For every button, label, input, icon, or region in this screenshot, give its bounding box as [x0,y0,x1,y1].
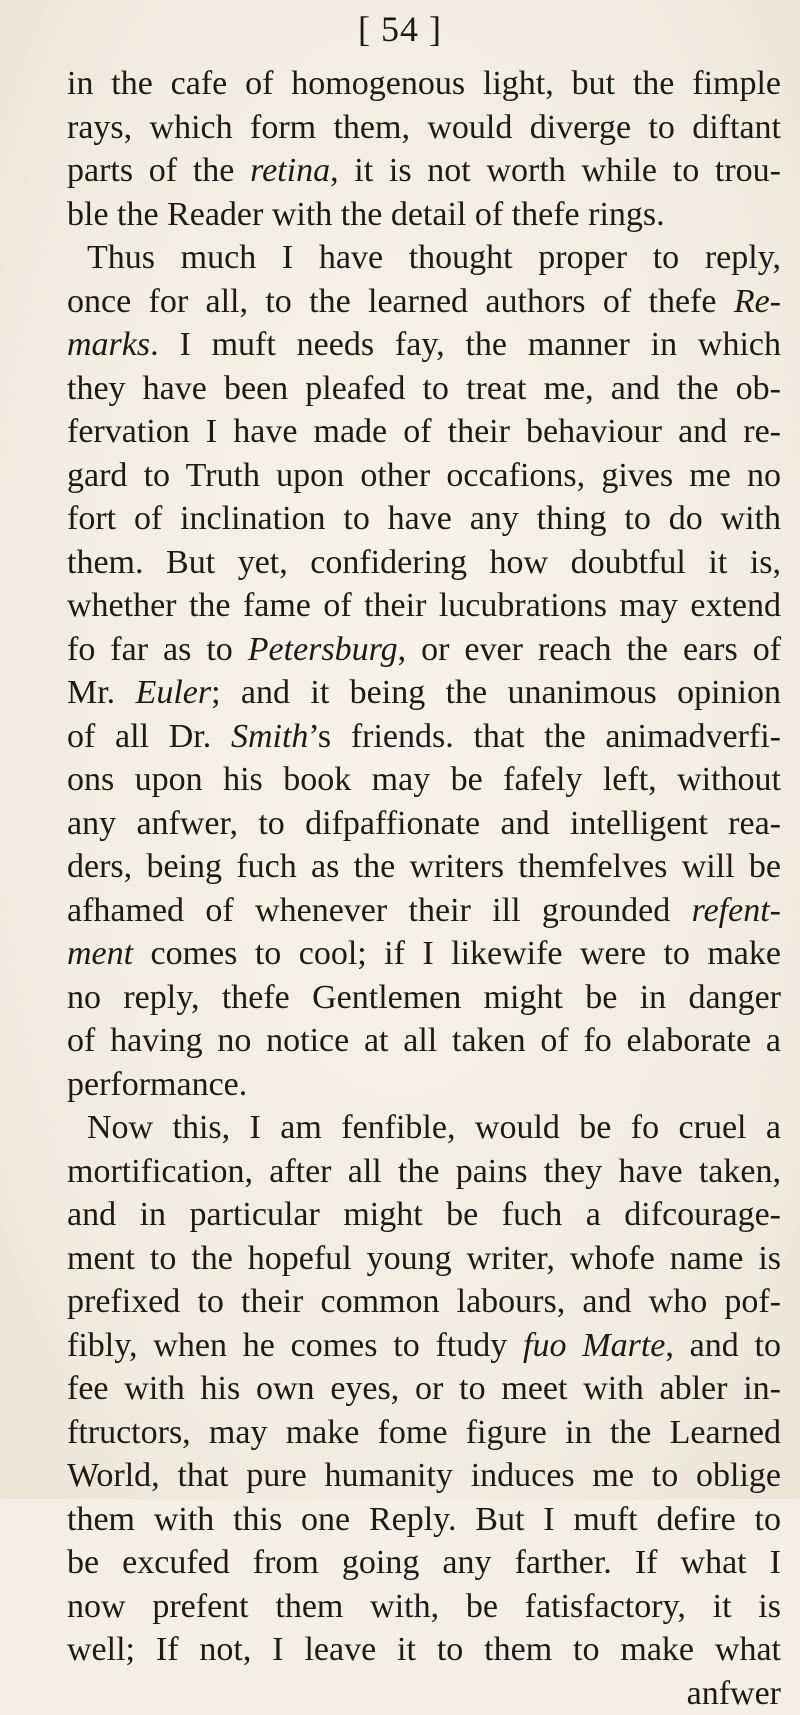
text-line [67,1106,781,1150]
text-line [67,106,781,150]
text-line [67,1063,781,1107]
italic-text: Petersburg [248,631,398,668]
text-run: no reply, thefe Gentlemen might be in danger [67,979,781,1016]
italic-text: refent- [692,892,781,929]
text-run: once for all, to the learned authors of thefe [67,283,734,320]
italic-text: fuo Marte [523,1327,665,1364]
text-run: well; If not, I leave it to them to make what [67,1631,781,1668]
text-run: ble the Reader with the detail of thefe rings. [67,196,665,233]
text-line [67,323,781,367]
text-line [67,976,781,1020]
text-run: Now this, I am fenfible, would be fo cruel a [87,1109,781,1146]
italic-text: Smith [231,718,308,755]
text-run: and in particular might be fuch a difcourage- [67,1196,781,1233]
text-line [67,1411,781,1455]
text-run: fibly, when he comes to ftudy [67,1327,523,1364]
text-run: fervation I have made of their behaviour and re- [67,413,781,450]
text-run: fee with his own eyes, or to meet with abler in- [67,1370,781,1407]
italic-text: retina [250,152,330,189]
page-number: [ 54 ] [0,8,800,50]
text-line [67,802,781,846]
text-run: whether the fame of their lucubrations may extend [67,587,781,624]
text-line [67,236,781,280]
text-run: be excufed from going any farther. If what I [67,1544,781,1581]
text-run: anfwer [687,1675,781,1712]
text-run: World, that pure humanity induces me to oblige [67,1457,781,1494]
body-text [67,62,781,1715]
text-run: ’s friends. that the animadverfi- [308,718,781,755]
text-run: fo far as to [67,631,248,668]
text-run: ders, being fuch as the writers themfelves will be [67,848,781,885]
text-run: in the cafe of homogenous light, but the fimple [67,65,781,102]
text-run: rays, which form them, would diverge to diftant [67,109,781,146]
text-run: , or ever reach the ears of [398,631,781,668]
text-run: any anfwer, to difpaffionate and intelligent rea- [67,805,781,842]
text-line [67,758,781,802]
text-line [67,671,781,715]
text-line [67,410,781,454]
text-line [67,367,781,411]
text-line [67,1585,781,1629]
text-run: gard to Truth upon other occafions, gives me no [67,457,781,494]
text-line [67,1541,781,1585]
text-line [67,845,781,889]
text-line [67,1237,781,1281]
text-run: comes to cool; if I likewife were to make [133,935,781,972]
text-run: parts of the [67,152,250,189]
text-run: , it is not worth while to trou- [330,152,781,189]
text-run: them with this one Reply. But I muft defire to [67,1501,781,1538]
text-run: ftructors, may make fome figure in the Learned [67,1414,781,1451]
text-run: of having no notice at all taken of fo elaborate a [67,1022,781,1059]
text-line [67,889,781,933]
text-line [67,932,781,976]
text-line [67,1280,781,1324]
text-line [67,1324,781,1368]
text-line [67,497,781,541]
text-run: Mr. [67,674,136,711]
text-run: fort of inclination to have any thing to do with [67,500,781,537]
italic-text: Re- [734,283,781,320]
text-run: , and to [665,1327,781,1364]
text-line [67,280,781,324]
italic-text: marks [67,326,150,363]
text-line [67,1628,781,1672]
text-line [67,1019,781,1063]
text-line [67,1193,781,1237]
text-line [67,715,781,759]
text-run: . I muft needs fay, the manner in which [150,326,781,363]
italic-text: ment [67,935,133,972]
text-run: prefixed to their common labours, and who pof- [67,1283,781,1320]
text-run: afhamed of whenever their ill grounded [67,892,692,929]
italic-text: Euler [136,674,212,711]
text-run: ment to the hopeful young writer, whofe name is [67,1240,781,1277]
text-run: they have been pleafed to treat me, and the ob- [67,370,781,407]
text-run: performance. [67,1066,247,1103]
text-run: now prefent them with, be fatisfactory, it is [67,1588,781,1625]
text-line [67,1454,781,1498]
text-run: ; and it being the unanimous opinion [211,674,781,711]
text-line [67,628,781,672]
text-line [67,1672,781,1715]
text-line [67,149,781,193]
text-line [67,1367,781,1411]
text-line [67,1150,781,1194]
text-line [67,62,781,106]
text-run: Thus much I have thought proper to reply, [87,239,781,276]
text-line [67,1498,781,1542]
text-line [67,541,781,585]
text-run: mortification, after all the pains they have taken, [67,1153,781,1190]
text-run: ons upon his book may be fafely left, without [67,761,781,798]
text-run: them. But yet, confidering how doubtful it is, [67,544,781,581]
text-line [67,584,781,628]
text-line [67,193,781,237]
text-run: of all Dr. [67,718,231,755]
text-line [67,454,781,498]
